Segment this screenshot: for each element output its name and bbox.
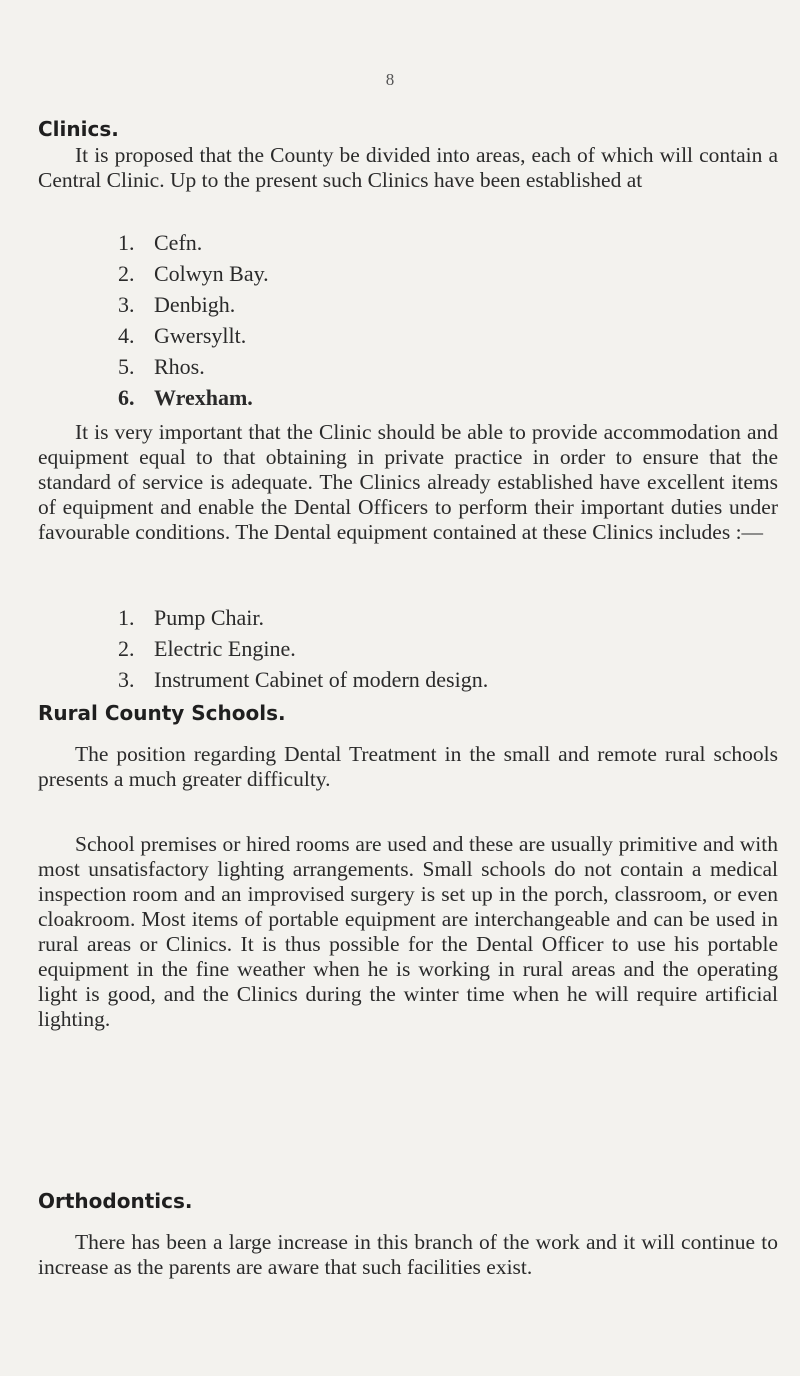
list-item: 3. Denbigh. [118,292,236,317]
list-item: 2. Colwyn Bay. [118,261,269,286]
list-item: 4. Gwersyllt. [118,323,247,348]
list-item: 3. Instrument Cabinet of modern design. [118,667,489,692]
clinics-body-paragraph: It is very important that the Clinic should be able to provide accommodation and equipment equal to that obtaining in private practice in order to ensure that the standard of service is adequate. The Clinics already established have excellent items of equipment and enable the Dental Officers to perform their important duties under favourable conditions. The Dental equipment contained at these Clinics includes :— [38,420,778,544]
list-item: 2. Electric Engine. [118,636,296,661]
list-item: 1. Pump Chair. [118,605,265,630]
list-item: 1. Cefn. [118,230,203,255]
equipment-list [118,602,488,695]
clinic-list [118,227,269,413]
rural-heading: Rural County Schools. [38,701,286,725]
rural-paragraph-2: School premises or hired rooms are used and these are usually primitive and with most unsatisfactory lighting arrangements. Small schools do not contain a medical inspection room and an improvised surgery is set up in the porch, classroom, or even cloakroom. Most items of portable equipment are interchangeable and can be used in rural areas or Clinics. It is thus possible for the Dental Officer to use his portable equipment in the fine weather when he is working in rural areas and the operating light is good, and the Clinics during the winter time when he will require artificial lighting. [38,832,778,1031]
list-item: 6. Wrexham. [118,385,253,410]
rural-paragraph-1: The position regarding Dental Treatment in the small and remote rural schools presents a much greater difficulty. [38,742,778,791]
clinics-intro-paragraph: It is proposed that the County be divided into areas, each of which will contain a Central Clinic. Up to the present such Clinics have been established at [38,143,778,192]
orthodontics-heading: Orthodontics. [38,1189,193,1213]
orthodontics-paragraph: There has been a large increase in this branch of the work and it will continue to increase as the parents are aware that such facilities exist. [38,1230,778,1279]
page-number: 8 [385,70,395,89]
clinics-heading: Clinics. [38,117,119,141]
list-item: 5. Rhos. [118,354,205,379]
